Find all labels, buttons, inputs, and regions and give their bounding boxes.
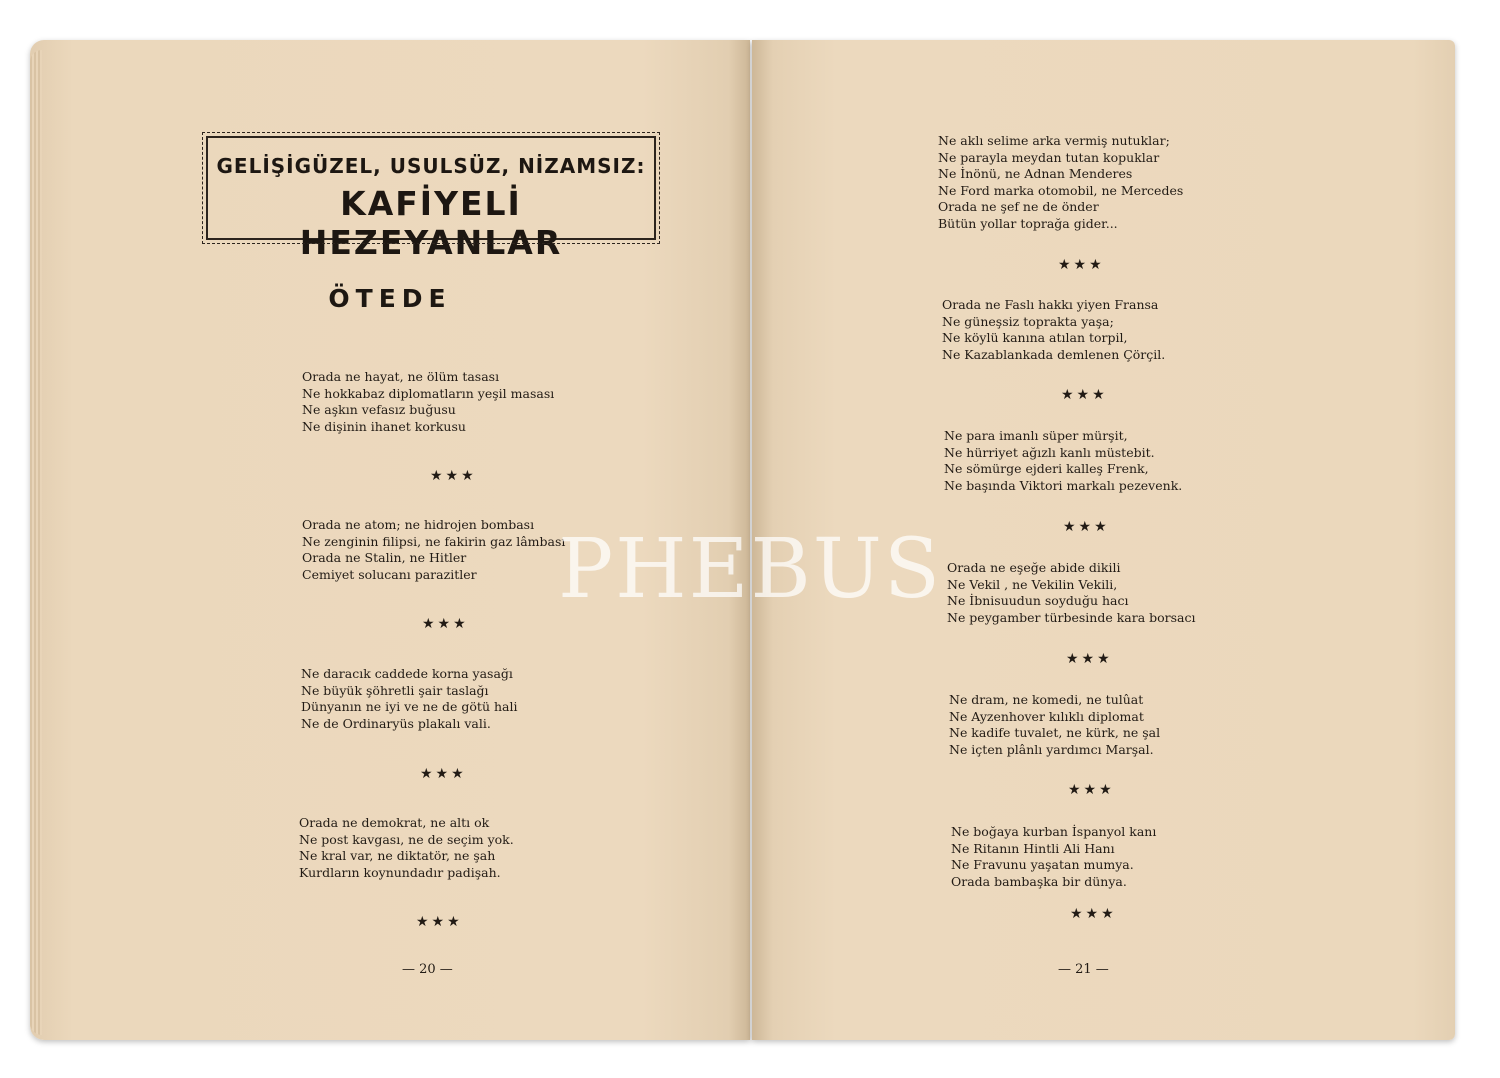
page-number: — 21 — [1058,962,1109,977]
verse-line: Ne güneşsiz toprakta yaşa; [942,313,1114,329]
separator-stars: ★★★ [422,616,469,632]
verse-line: Ne başında Viktori markalı pezevenk. [944,477,1183,493]
poem-title: ÖTEDE [328,284,452,313]
verse-line: Ne parayla meydan tutan kopuklar [938,149,1160,165]
verse-line: Ne para imanlı süper mürşit, [944,428,1128,443]
title-box [206,136,656,262]
section-title: KAFİYELİ HEZEYANLAR [299,184,563,262]
separator-stars: ★★★ [430,468,477,484]
verse-line: Ne peygamber türbesinde kara borsacı [947,609,1196,625]
verse-line: Ne Fravunu yaşatan mumya. [951,857,1134,872]
verse-line: Ne köylü kanına atılan torpil, [942,330,1128,345]
stanza-right-1 [938,133,1183,232]
stanza-right-3 [944,428,1182,494]
stanza-left-3 [301,666,517,732]
verse-line: Orada ne şef ne de önder [938,199,1099,214]
verse-line: Ne hürriyet ağızlı kanlı müstebit. [944,444,1155,460]
stanza-right-2 [942,297,1165,363]
separator-stars: ★★★ [1068,782,1115,798]
verse-line: Ne aşkın vefasız buğusu [302,402,456,417]
verse-line: Bütün yollar toprağa gider... [938,215,1118,231]
verse-line: Orada ne Faslı hakkı yiyen Fransa [942,297,1159,312]
separator-stars: ★★★ [1061,387,1108,403]
separator-stars: ★★★ [416,914,463,930]
verse-line: Ne dişinin ihanet korkusu [302,418,466,434]
verse-line: Ne sömürge ejderi kalleş Frenk, [944,461,1149,476]
verse-line: Ne zenginin filipsi, ne fakirin gaz lâmbası [302,533,566,549]
separator-stars: ★★★ [1058,257,1105,273]
verse-line: Ne içten plânlı yardımcı Marşal. [949,741,1154,757]
verse-line: Ne kadife tuvalet, ne kürk, ne şal [949,725,1161,740]
verse-line: Ne daracık caddede korna yasağı [301,666,513,681]
page-number: — 20 — [402,962,453,977]
verse-line: Ne dram, ne komedi, ne tulûat [949,692,1144,707]
verse-line: Orada bambaşka bir dünya. [951,873,1127,889]
verse-line: Ne aklı selime arka vermiş nutuklar; [938,133,1170,148]
verse-line: Ne Ford marka otomobil, ne Mercedes [938,182,1184,198]
separator-stars: ★★★ [1063,519,1110,535]
watermark: PHEBUS [557,522,943,617]
stanza-right-6 [951,824,1156,890]
stanza-left-4 [299,815,514,881]
verse-line: Orada ne atom; ne hidrojen bombası [302,517,535,532]
verse-line: Kurdların koynundadır padişah. [299,864,501,880]
section-subtitle: GELİŞİGÜZEL, USULSÜZ, NİZAMSIZ: [216,154,646,178]
verse-line: Orada ne Stalin, ne Hitler [302,550,467,565]
verse-line: Ne kral var, ne diktatör, ne şah [299,848,496,863]
verse-line: Ne hokkabaz diplomatların yeşil masası [302,385,555,401]
separator-stars: ★★★ [1066,651,1113,667]
verse-line: Ne de Ordinaryüs plakalı vali. [301,715,491,731]
verse-line: Ne boğaya kurban İspanyol kanı [951,824,1157,839]
verse-line: Dünyanın ne iyi ve ne de götü hali [301,699,518,714]
verse-line: Ne İbnisuudun soyduğu hacı [947,593,1129,608]
verse-line: Ne büyük şöhretli şair taslağı [301,682,489,698]
verse-line: Orada ne hayat, ne ölüm tasası [302,369,500,384]
stanza-left-1 [302,369,554,435]
separator-stars: ★★★ [420,766,467,782]
verse-line: Cemiyet solucanı parazitler [302,566,477,582]
verse-line: Ne Vekil , ne Vekilin Vekili, [947,576,1118,592]
verse-line: Orada ne demokrat, ne altı ok [299,815,490,830]
separator-stars: ★★★ [1070,906,1117,922]
stanza-right-5 [949,692,1160,758]
verse-line: Ne Ayzenhover kılıklı diplomat [949,708,1144,724]
verse-line: Ne İnönü, ne Adnan Menderes [938,166,1133,181]
verse-line: Ne post kavgası, ne de seçim yok. [299,831,514,847]
verse-line: Ne Ritanın Hintli Ali Hanı [951,840,1115,856]
verse-line: Orada ne eşeğe abide dikili [947,560,1121,575]
verse-line: Ne Kazablankada demlenen Çörçil. [942,346,1166,362]
